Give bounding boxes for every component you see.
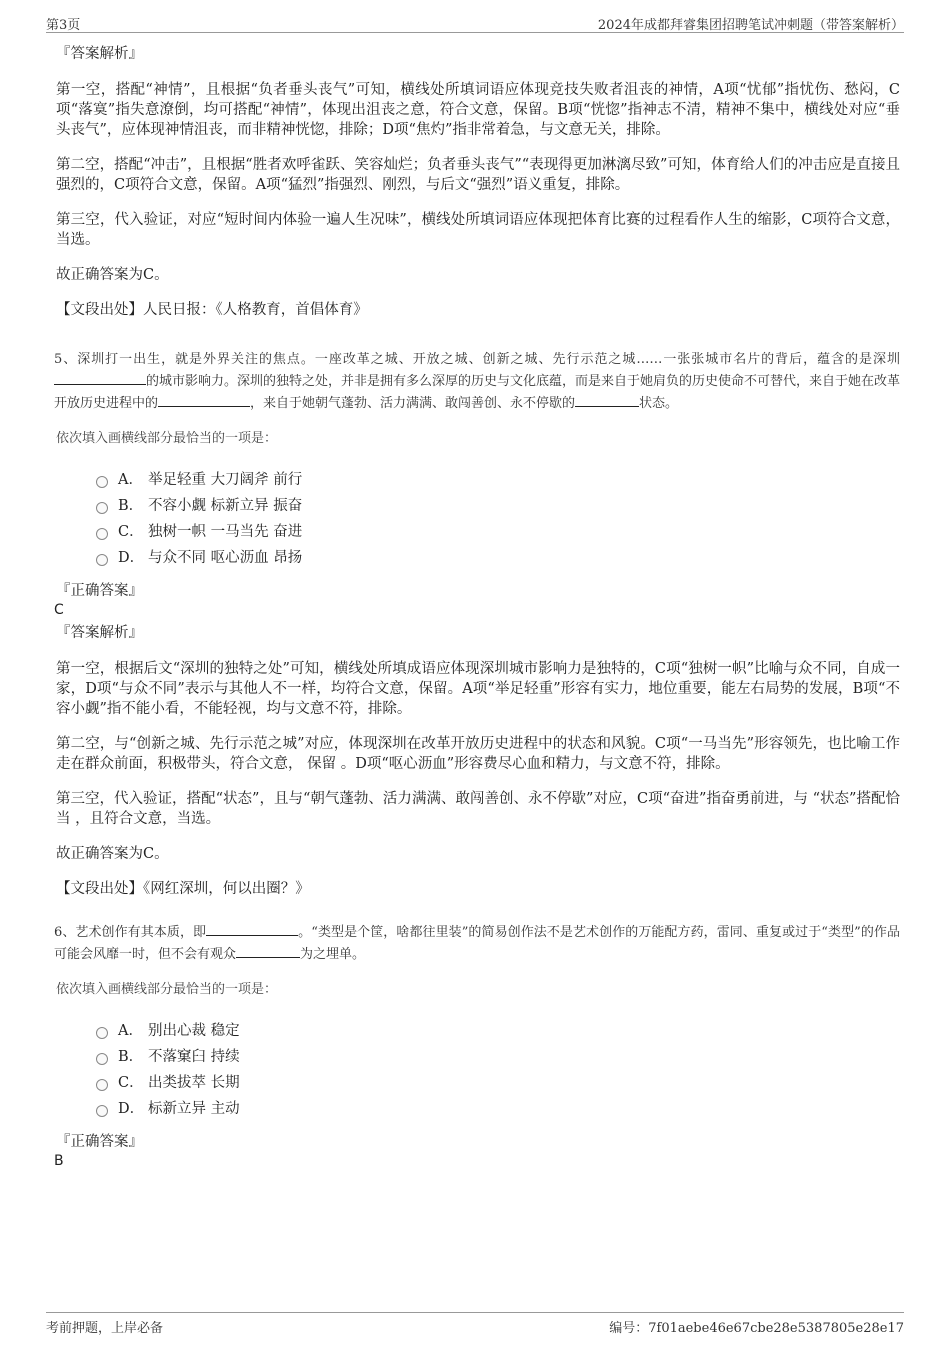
passage-source: 【文段出处】人民日报：《人格教育，首倡体育》 — [56, 302, 368, 318]
correct-answer: C — [54, 602, 64, 618]
question-5-stem: 5、深圳打一出生，就是外界关注的焦点。一座改革之城、开放之城、创新之城、先行示范之城……一张张城市名片的背后，蕴含的是深圳的城市影响力。深圳的独特之处，并非是拥有多么深厚的历史与文化底蕴，而是来自于她肩负的历史使命不可替代，来自于她在改革开放历史进程中的 ，来自于她朝气蓬勃、活力满满、敢闯善创、永不停歇的 状态。 — [54, 352, 901, 411]
analysis-conclusion: 故正确答案为C。 — [56, 267, 169, 283]
analysis-label: 『答案解析』 — [56, 46, 143, 62]
analysis-paragraph: 第三空，代入验证，搭配“状态”，且与“朝气蓬勃、活力满满、敢闯善创、永不停歇”对应，C项“奋进”指奋勇前进，与 “状态”搭配恰当 ，且符合文意，当选。 — [56, 791, 900, 827]
radio-icon[interactable] — [96, 476, 108, 488]
radio-icon[interactable] — [96, 554, 108, 566]
option-d[interactable]: D． 与众不同 呕心沥血 昂扬 — [96, 545, 900, 571]
page-header — [46, 12, 904, 33]
option-b[interactable]: B． 不容小觑 标新立异 振奋 — [96, 493, 900, 519]
blank — [236, 943, 300, 958]
question-6-stem: 6、艺术创作有其本质，即 。“类型是个筐，啥都往里装”的简易创作法不是艺术创作的万能配方药，雷同、重复或过于“类型”的作品可能会风靡一时，但不会有观众 为之埋单。 — [54, 921, 900, 965]
document-title: 2024年成都拜睿集团招聘笔试冲刺题（带答案解析） — [597, 18, 904, 33]
page-content — [56, 44, 900, 1174]
option-a[interactable]: A． 举足轻重 大刀阔斧 前行 — [96, 467, 900, 493]
radio-icon[interactable] — [96, 1105, 108, 1117]
radio-icon[interactable] — [96, 1053, 108, 1065]
analysis-paragraph: 第二空，搭配“冲击”，且根据“胜者欢呼雀跃、笑容灿烂；负者垂头丧气”“表现得更加淋漓尽致”可知，体育给人们的冲击应是直接且强烈的，C项符合文意，保留。A项“猛烈”指强烈、刚烈，与后文“强烈”语义重复，排除。 — [56, 157, 900, 193]
question-6-prompt: 依次填入画横线部分最恰当的一项是： — [56, 982, 278, 997]
page-footer — [46, 1312, 904, 1335]
question-6-options — [96, 1018, 900, 1122]
option-a[interactable]: A． 别出心裁 稳定 — [96, 1018, 900, 1044]
radio-icon[interactable] — [96, 1027, 108, 1039]
radio-icon[interactable] — [96, 1079, 108, 1091]
analysis-label: 『答案解析』 — [56, 625, 143, 641]
option-c[interactable]: C． 独树一帜 一马当先 奋进 — [96, 519, 900, 545]
analysis-paragraph: 第二空，与“创新之城、先行示范之城”对应，体现深圳在改革开放历史进程中的状态和风貌。C项“一马当先”形容领先，也比喻工作走在群众前面，积极带头，符合文意， 保留 。D项“呕心沥血”形容费尽心血和精力，与文意不符，排除。 — [56, 736, 900, 772]
blank — [158, 392, 250, 407]
option-d[interactable]: D． 标新立异 主动 — [96, 1096, 900, 1122]
correct-answer-label: 『正确答案』 — [56, 1134, 143, 1150]
question-5-prompt: 依次填入画横线部分最恰当的一项是： — [56, 431, 278, 446]
correct-answer-label: 『正确答案』 — [56, 583, 143, 599]
document-id: 编号：7f01aebe46e67cbe28e5387805e28e17 — [609, 1321, 904, 1336]
correct-answer: B — [54, 1153, 64, 1169]
analysis-paragraph: 第三空，代入验证，对应“短时间内体验一遍人生况味”，横线处所填词语应体现把体育比赛的过程看作人生的缩影，C项符合文意，当选。 — [56, 212, 900, 248]
radio-icon[interactable] — [96, 502, 108, 514]
radio-icon[interactable] — [96, 528, 108, 540]
analysis-conclusion: 故正确答案为C。 — [56, 846, 169, 862]
page-number: 第3页 — [46, 18, 81, 33]
blank — [206, 921, 298, 936]
analysis-paragraph: 第一空，搭配“神情”，且根据“负者垂头丧气”可知，横线处所填词语应体现竞技失败者沮丧的神情，A项“忧郁”指忧伤、愁闷，C项“落寞”指失意潦倒，均可搭配“神情”，体现出沮丧之意，符合文意，保留。B项“恍惚”指神志不清，精神不集中，横线处对应“垂头丧气”，应体现神情沮丧，而非精神恍惚，排除；D项“焦灼”指非常着急，与文意无关，排除。 — [56, 82, 900, 138]
blank — [54, 370, 146, 385]
blank — [575, 392, 639, 407]
passage-source: 【文段出处】《网红深圳，何以出圈？》 — [56, 881, 310, 897]
analysis-paragraph: 第一空，根据后文“深圳的独特之处”可知，横线处所填成语应体现深圳城市影响力是独特的，C项“独树一帜”比喻与众不同，自成一家，D项“与众不同”表示与其他人不一样，均符合文意，保留。A项“举足轻重”形容有实力，地位重要，能左右局势的发展，B项“不容小觑”指不能小看，不能轻视，均与文意不符，排除。 — [56, 661, 900, 717]
option-b[interactable]: B． 不落窠臼 持续 — [96, 1044, 900, 1070]
footer-slogan: 考前押题，上岸必备 — [46, 1321, 164, 1336]
question-5-options — [96, 467, 900, 571]
option-c[interactable]: C． 出类拔萃 长期 — [96, 1070, 900, 1096]
